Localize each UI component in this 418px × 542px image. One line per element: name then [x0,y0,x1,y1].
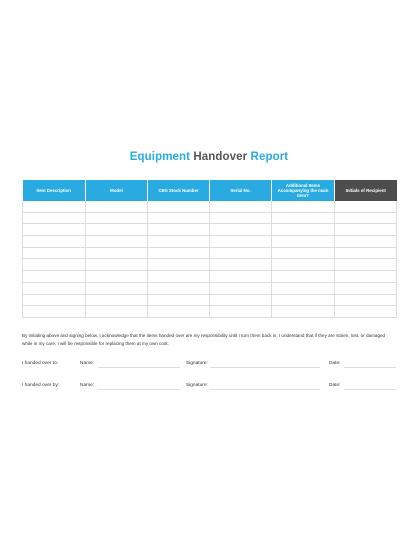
signature-label: Signature: [186,361,208,366]
table-cell[interactable] [210,282,272,294]
table-cell[interactable] [23,271,86,283]
table-cell[interactable] [272,282,335,294]
table-cell[interactable] [86,271,148,283]
signature-field[interactable] [210,367,320,368]
table-row [23,294,397,306]
table-cell[interactable] [148,282,210,294]
table-cell[interactable] [86,259,148,271]
name-label: Name: [80,383,95,388]
table-cell[interactable] [148,236,210,248]
name-field[interactable] [98,389,180,390]
table-cell[interactable] [210,224,272,236]
table-cell[interactable] [335,259,397,271]
table-row [23,247,397,259]
table-cell[interactable] [148,212,210,224]
table-cell[interactable] [23,282,86,294]
header-item-description: Item Description [23,180,86,201]
table-cell[interactable] [86,212,148,224]
document-title [0,151,418,163]
table-body [23,201,397,317]
table-cell[interactable] [210,247,272,259]
table-cell[interactable] [210,236,272,248]
table-cell[interactable] [86,282,148,294]
acknowledgement-text: By initialing above and signing below, I acknowledge that the items handed over are my responsibility until I turn them back in. I understand that if they are stolen, lost, or damaged while in my care, I will be responsible for replacing them at my own cost. [22,333,386,346]
table-cell[interactable] [23,201,86,212]
table-cell[interactable] [210,259,272,271]
date-label: Date: [329,383,341,388]
date-field[interactable] [344,389,396,390]
title-part-equipment: Equipment [129,151,191,163]
table-cell[interactable] [86,247,148,259]
table-cell[interactable] [23,259,86,271]
table-cell[interactable] [148,224,210,236]
table-cell[interactable] [23,247,86,259]
table-cell[interactable] [335,306,397,318]
table-cell[interactable] [148,201,210,212]
table-row [23,201,397,212]
table-cell[interactable] [210,306,272,318]
table-cell[interactable] [148,247,210,259]
table-cell[interactable] [272,294,335,306]
table-row [23,271,397,283]
table-cell[interactable] [86,294,148,306]
table-cell[interactable] [335,212,397,224]
table-cell[interactable] [335,236,397,248]
table-cell[interactable] [272,271,335,283]
header-initials-of-recipient: Initials of Recipient [335,180,397,201]
table-cell[interactable] [272,212,335,224]
date-field[interactable] [344,367,396,368]
table-cell[interactable] [335,294,397,306]
table-cell[interactable] [272,201,335,212]
table-cell[interactable] [335,201,397,212]
table-row [23,306,397,318]
signature-field[interactable] [210,389,320,390]
table-cell[interactable] [148,271,210,283]
table-cell[interactable] [335,282,397,294]
table-cell[interactable] [210,294,272,306]
handed-over-by-label: I handed over by: [22,383,60,388]
table-cell[interactable] [272,236,335,248]
table-cell[interactable] [86,236,148,248]
table-cell[interactable] [23,236,86,248]
handed-over-to-label: I handed over to: [22,361,59,366]
title-part-report: Report [250,151,289,163]
name-field[interactable] [98,367,180,368]
header-serial-no: Serial No. [210,180,272,201]
table-header-row [23,180,397,201]
table-cell[interactable] [210,201,272,212]
header-model: Model [86,180,148,201]
table-cell[interactable] [272,306,335,318]
table-cell[interactable] [23,224,86,236]
table-cell[interactable] [148,294,210,306]
table-cell[interactable] [272,247,335,259]
table-cell[interactable] [86,224,148,236]
table-row [23,236,397,248]
table-cell[interactable] [335,224,397,236]
handed-over-to-row [22,361,396,371]
table-cell[interactable] [23,306,86,318]
table-cell[interactable] [148,259,210,271]
table-row [23,282,397,294]
table-cell[interactable] [335,271,397,283]
signature-label: Signature: [186,383,208,388]
table-cell[interactable] [272,259,335,271]
table-row [23,224,397,236]
table-cell[interactable] [86,306,148,318]
name-label: Name: [80,361,95,366]
table-cell[interactable] [210,212,272,224]
title-part-handover: Handover [193,151,248,163]
header-cbs-stock-number: CBS Stock Number [148,180,210,201]
table-cell[interactable] [210,271,272,283]
header-additional-items: Additional Items Accompanying the main Item? [272,180,335,201]
date-label: Date: [329,361,341,366]
table-cell[interactable] [23,294,86,306]
table-cell[interactable] [86,201,148,212]
table-cell[interactable] [272,224,335,236]
table-row [23,212,397,224]
handed-over-by-row [22,383,396,393]
equipment-table [22,180,397,318]
table-cell[interactable] [23,212,86,224]
table-cell[interactable] [335,247,397,259]
table-row [23,259,397,271]
table-cell[interactable] [148,306,210,318]
